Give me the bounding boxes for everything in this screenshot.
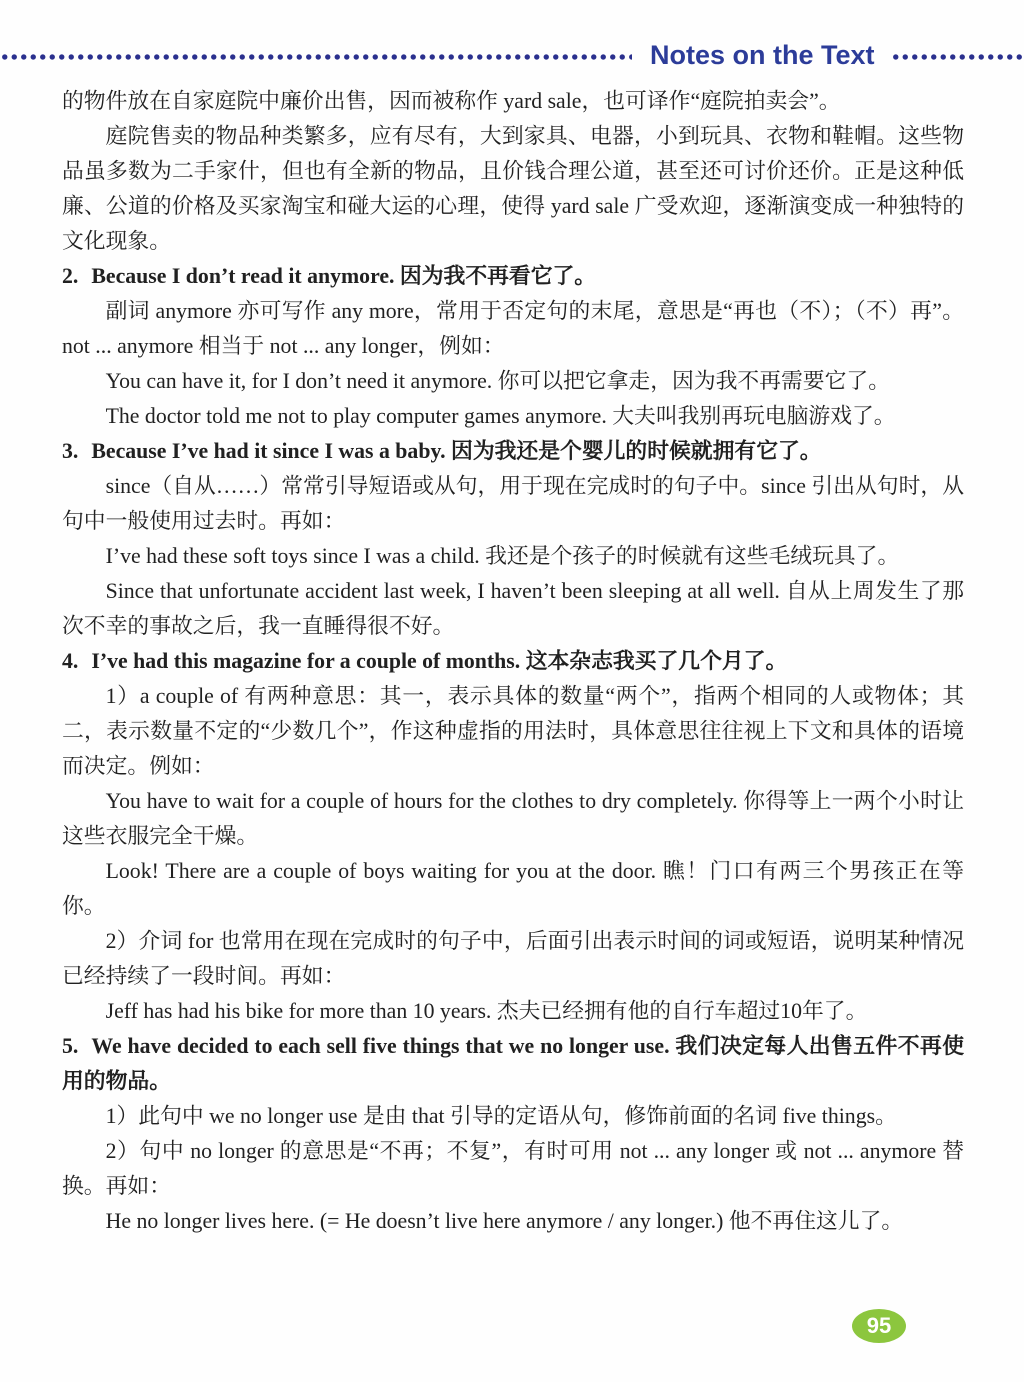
- paragraph: 1）a couple of 有两种意思：其一，表示具体的数量“两个”，指两个相同的人或物体；其二，表示数量不定的“少数几个”，作这种虚指的用法时，具体意思往往视上下文和具体的语境而决定。例如：: [62, 684, 964, 778]
- paragraph: 2）介词 for 也常用在现在完成时的句子中，后面引出表示时间的词或短语，说明某种情况已经持续了一段时间。再如：: [62, 929, 964, 988]
- example-sentence: Jeff has had his bike for more than 10 years. 杰夫已经拥有他的自行车超过10年了。: [105, 999, 868, 1023]
- example-sentence: I’ve had these soft toys since I was a child. 我还是个孩子的时候就有这些毛绒玩具了。: [105, 544, 900, 568]
- item-number: 5.: [62, 1034, 79, 1058]
- paragraph: 的物件放在自家庭院中廉价出售，因而被称作 yard sale，也可译作“庭院拍卖会”。: [62, 89, 841, 113]
- paragraph: 副词 anymore 亦可写作 any more，常用于否定句的末尾，意思是“再也（不）；（不）再”。not ... anymore 相当于 not ... any longer，例如：: [62, 299, 964, 358]
- note-item-heading: [62, 434, 964, 469]
- example-sentence: He no longer lives here. (= He doesn’t live here anymore / any longer.) 他不再住这儿了。: [105, 1209, 904, 1233]
- example-sentence: The doctor told me not to play computer games anymore. 大夫叫我别再玩电脑游戏了。: [105, 404, 896, 428]
- note-item-heading: [62, 1029, 964, 1099]
- page-title: Notes on the Text: [650, 39, 875, 70]
- paragraph: 2）句中 no longer 的意思是“不再；不复”，有时可用 not ... any longer 或 not ... anymore 替换。再如：: [62, 1139, 964, 1198]
- example-sentence: Since that unfortunate accident last week, I haven’t been sleeping at all well. 自从上周发生了那次不幸的事故之后，我一直睡得很不好。: [62, 579, 964, 638]
- page-number: 95: [866, 1313, 892, 1338]
- item-number: 3.: [62, 439, 79, 463]
- section-header: [0, 40, 1024, 74]
- example-sentence: Look! There are a couple of boys waiting for you at the door. 瞧！门口有两三个男孩正在等你。: [62, 859, 964, 918]
- header-dots-left: [0, 52, 632, 62]
- paragraph: 1）此句中 we no longer use 是由 that 引导的定语从句，修饰前面的名词 five things。: [105, 1104, 897, 1128]
- item-heading-text: Because I’ve had it since I was a baby. 因为我还是个婴儿的时候就拥有它了。: [91, 439, 822, 463]
- paragraph: since（自从……）常常引导短语或从句，用于现在完成时的句子中。since 引出从句时，从句中一般使用过去时。再如：: [62, 474, 964, 533]
- item-heading-text: We have decided to each sell five things that we no longer use. 我们决定每人出售五件不再使用的物品。: [62, 1034, 964, 1093]
- example-sentence: You have to wait for a couple of hours for the clothes to dry completely. 你得等上一两个小时让这些衣服完全干燥。: [62, 789, 964, 848]
- item-heading-text: I’ve had this magazine for a couple of months. 这本杂志我买了几个月了。: [91, 649, 788, 673]
- item-heading-text: Because I don’t read it anymore. 因为我不再看它了。: [91, 264, 597, 288]
- item-number: 4.: [62, 649, 79, 673]
- page-number-badge: [852, 1309, 906, 1343]
- header-dots-right: [891, 52, 1024, 62]
- notes-content: [62, 84, 964, 1239]
- paragraph: 庭院售卖的物品种类繁多，应有尽有，大到家具、电器，小到玩具、衣物和鞋帽。这些物品虽多数为二手家什，但也有全新的物品，且价钱合理公道，甚至还可讨价还价。正是这种低廉、公道的价格及买家淘宝和碰大运的心理，使得 yard sale 广受欢迎，逐渐演变成一种独特的文化现象。: [62, 124, 964, 253]
- example-sentence: You can have it, for I don’t need it anymore. 你可以把它拿走，因为我不再需要它了。: [105, 369, 890, 393]
- note-item-heading: [62, 644, 964, 679]
- item-number: 2.: [62, 264, 79, 288]
- note-item-heading: [62, 259, 964, 294]
